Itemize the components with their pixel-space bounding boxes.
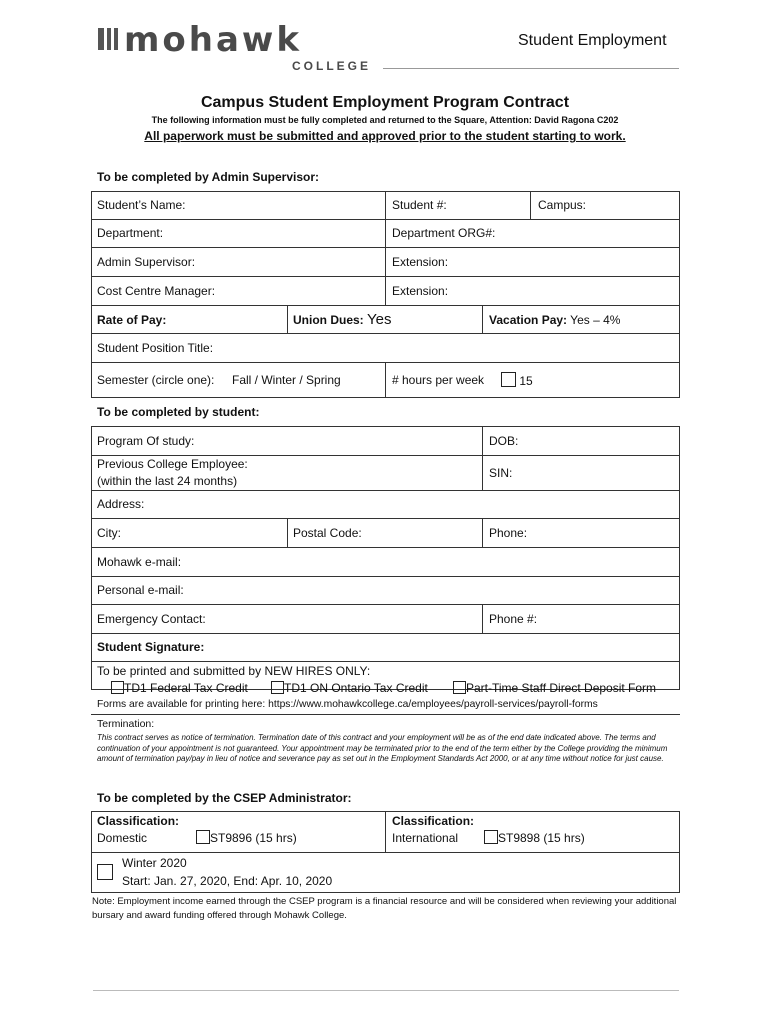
- row-divider: [91, 852, 680, 853]
- department-org-field[interactable]: Department ORG#:: [392, 226, 496, 240]
- classification-left-label: Classification:: [97, 814, 180, 828]
- funding-note: Note: Employment income earned through the CSEP program is a financial resource and will be considered when reviewing your additional bursary and award funding offered through Mohawk College.: [92, 896, 677, 921]
- col-divider: [385, 191, 386, 305]
- cost-centre-extension-field[interactable]: Extension:: [392, 284, 449, 298]
- col-divider: [482, 426, 483, 490]
- personal-email-field[interactable]: Personal e-mail:: [97, 583, 184, 597]
- admin-supervisor-field[interactable]: Admin Supervisor:: [97, 255, 196, 269]
- direct-deposit-option[interactable]: [453, 681, 656, 695]
- td1-federal-label: TD1 Federal Tax Credit: [124, 681, 248, 695]
- student-section-heading: To be completed by student:: [97, 405, 260, 419]
- previous-employee-label[interactable]: Previous College Employee:: [97, 457, 248, 471]
- row-divider: [91, 547, 680, 548]
- col-divider: [385, 362, 386, 398]
- admin-section-heading: To be completed by Admin Supervisor:: [97, 170, 320, 184]
- csep-section-heading: To be completed by the CSEP Administrator:: [97, 791, 352, 805]
- city-field[interactable]: City:: [97, 526, 121, 540]
- document-subtitle: The following information must be fully completed and returned to the Square, Attention: David Ragona C202: [151, 115, 619, 125]
- sin-field[interactable]: SIN:: [489, 466, 513, 480]
- emergency-phone-field[interactable]: Phone #:: [489, 612, 538, 626]
- st9896-label: ST9896 (15 hrs): [210, 831, 297, 845]
- st9898-checkbox[interactable]: [484, 830, 498, 844]
- termination-text: This contract serves as notice of termination. Termination date of this contract and your employment will be as of the end date indicated above. The terms and continuation of your appointment is not guaranteed. Your appointment may be terminated prior to the end of the term either by the College providing the minimum amount of termination pay/pay in lieu of notice and severance pay as set out in the Employment Standards Act 2000, or at any time without notice for just cause.: [97, 733, 668, 763]
- header-section-title: Student Employment: [518, 32, 667, 49]
- submission-notice: All paperwork must be submitted and approved prior to the student starting to work.: [144, 129, 626, 143]
- col-divider: [530, 191, 531, 219]
- col-divider: [385, 811, 386, 852]
- footer-divider: [93, 990, 679, 991]
- st9896-checkbox[interactable]: [196, 830, 210, 844]
- postal-code-field[interactable]: Postal Code:: [293, 526, 362, 540]
- logo-subtitle: COLLEGE: [292, 59, 372, 73]
- international-label: International: [392, 831, 459, 845]
- direct-deposit-checkbox[interactable]: [453, 681, 466, 694]
- td1-ontario-checkbox[interactable]: [271, 681, 284, 694]
- campus-field[interactable]: Campus:: [538, 198, 587, 212]
- hours-per-week-label: # hours per week: [392, 373, 485, 387]
- vacation-pay-label: Vacation Pay:: [489, 313, 568, 327]
- new-hires-label: To be printed and submitted by NEW HIRES ONLY:: [97, 664, 371, 678]
- st9898-label: ST9898 (15 hrs): [498, 831, 585, 845]
- col-divider: [482, 305, 483, 333]
- extension-field[interactable]: Extension:: [392, 255, 449, 269]
- row-divider: [91, 714, 680, 715]
- row-divider: [91, 576, 680, 577]
- col-divider: [287, 518, 288, 547]
- union-dues-value: Yes: [367, 311, 392, 328]
- term-label: Winter 2020: [122, 856, 187, 870]
- student-number-field[interactable]: Student #:: [392, 198, 447, 212]
- row-divider: [91, 518, 680, 519]
- direct-deposit-label: Part-Time Staff Direct Deposit Form: [466, 681, 657, 695]
- classification-right-label: Classification:: [392, 814, 475, 828]
- hours-per-week-field: [501, 372, 533, 388]
- union-dues-field: [293, 311, 392, 328]
- dob-field[interactable]: DOB:: [489, 434, 519, 448]
- address-field[interactable]: Address:: [97, 497, 145, 511]
- logo-bars-icon: [98, 28, 118, 50]
- row-divider: [91, 604, 680, 605]
- row-divider: [91, 305, 680, 306]
- document-title: Campus Student Employment Program Contract: [200, 94, 570, 111]
- winter-2020-checkbox[interactable]: [97, 864, 113, 880]
- header-divider: [383, 68, 679, 69]
- st9898-option[interactable]: [484, 830, 585, 845]
- cost-centre-manager-field[interactable]: Cost Centre Manager:: [97, 284, 216, 298]
- td1-ontario-option[interactable]: [271, 681, 428, 695]
- hours-checkbox[interactable]: [501, 372, 516, 387]
- program-of-study-field[interactable]: Program Of study:: [97, 434, 195, 448]
- termination-label: Termination:: [97, 718, 155, 730]
- td1-federal-checkbox[interactable]: [111, 681, 124, 694]
- mohawk-email-field[interactable]: Mohawk e-mail:: [97, 555, 182, 569]
- phone-field[interactable]: Phone:: [489, 526, 528, 540]
- position-title-field[interactable]: Student Position Title:: [97, 341, 214, 355]
- td1-federal-option[interactable]: [111, 681, 248, 695]
- col-divider: [287, 305, 288, 333]
- semester-label: Semester (circle one):: [97, 373, 215, 387]
- students-name-field[interactable]: Student’s Name:: [97, 198, 186, 212]
- row-divider: [91, 633, 680, 634]
- col-divider: [482, 518, 483, 547]
- vacation-pay-value: Yes – 4%: [570, 313, 621, 327]
- logo-wordmark: mohawk: [124, 20, 302, 60]
- term-dates: Start: Jan. 27, 2020, End: Apr. 10, 2020: [122, 874, 333, 888]
- hours-value: 15: [519, 374, 533, 388]
- row-divider: [91, 661, 680, 662]
- td1-ontario-label: TD1 ON Ontario Tax Credit: [284, 681, 428, 695]
- vacation-pay-field: [489, 313, 620, 327]
- department-field[interactable]: Department:: [97, 226, 164, 240]
- domestic-label: Domestic: [97, 831, 148, 845]
- row-divider: [91, 333, 680, 334]
- previous-employee-note: (within the last 24 months): [97, 474, 238, 488]
- rate-of-pay-field[interactable]: Rate of Pay:: [97, 313, 167, 327]
- st9896-option[interactable]: [196, 830, 297, 845]
- row-divider: [91, 455, 680, 456]
- student-signature-field[interactable]: Student Signature:: [97, 640, 205, 654]
- semester-options[interactable]: Fall / Winter / Spring: [232, 373, 341, 387]
- union-dues-label: Union Dues:: [293, 313, 364, 327]
- emergency-contact-field[interactable]: Emergency Contact:: [97, 612, 206, 626]
- col-divider: [482, 604, 483, 633]
- row-divider: [91, 490, 680, 491]
- forms-link-note[interactable]: Forms are available for printing here: https://www.mohawkcollege.ca/employees/payroll-services/payroll-forms: [97, 699, 598, 710]
